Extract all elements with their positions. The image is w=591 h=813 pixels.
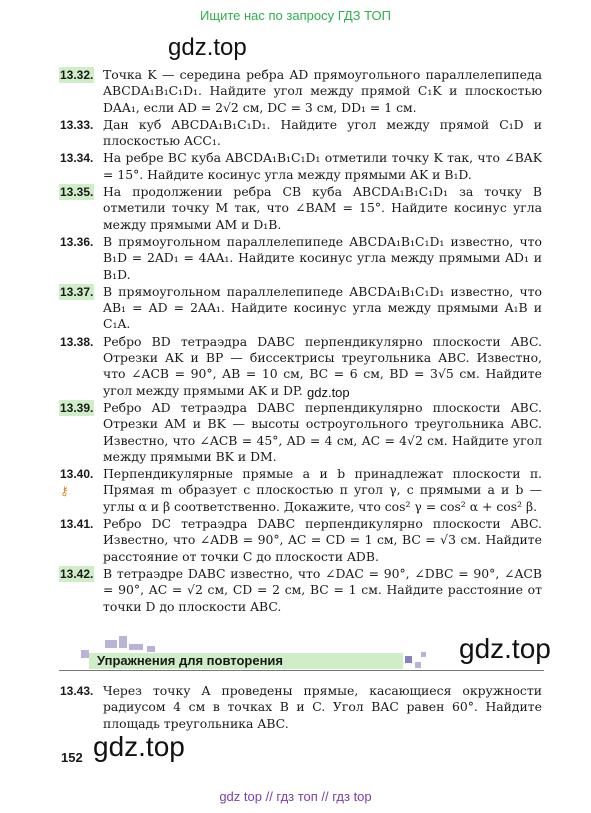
section-title: Упражнения для повторения (89, 653, 403, 669)
problem-number: 13.33. (60, 117, 94, 132)
problem-number: 13.36. (60, 234, 94, 249)
problem-item (59, 184, 542, 233)
problem-item (59, 117, 542, 150)
decor-block (105, 640, 117, 648)
problem-number: 13.35. (60, 185, 94, 200)
problem-number: 13.40. (60, 467, 94, 482)
watermark: gdz.top (459, 633, 551, 664)
problem-item (59, 683, 542, 732)
problem-text: Ребро AD тетраэдра DABC перпендикулярно плоскости ABC. Отрезки AM и BK — высоты остроугольного треугольника ABC. Известно, что ∠ACB = 45°, AD = 4 см, AC = 4√2 см. Найдите угол между прямыми BK и DM. (103, 399, 542, 464)
problem-text: Через точку A проведены прямые, касающиеся окружности радиусом 4 см в точках B и C. Угол BAC равен 60°. Найдите площадь треугольника ABC. (103, 683, 542, 731)
footer-links[interactable]: gdz top // гдз топ // гдз top (219, 789, 372, 804)
review-problem-list (59, 683, 542, 733)
problem-text: Ребро DC тетраэдра DABC перпендикулярно плоскости ABC. Известно, что ∠ADB = 90°, AC = CD = 1 см, BC = √3 см. Найдите расстояние от точки C до плоскости ADB. (103, 516, 542, 564)
problem-text: Точка K — середина ребра AD прямоугольного параллелепипеда ABCDA₁B₁C₁D₁. Найдите угол между прямой C₁K и плоскостью DAA₁, если AD = 2√2 см, DC = 3 см, DD₁ = 1 см. (103, 67, 542, 115)
key-icon: ⚷ (60, 484, 69, 499)
problem-item (59, 67, 542, 116)
problem-item (59, 400, 542, 465)
section-header (59, 636, 544, 676)
top-banner[interactable]: Ищите нас по запросу ГДЗ ТОП (200, 8, 391, 23)
decor-block (119, 636, 127, 648)
decor-block (129, 644, 143, 650)
decor-block (421, 652, 426, 657)
problem-item (59, 234, 542, 283)
problem-number: 13.34. (60, 151, 94, 166)
decor-block (405, 656, 412, 663)
section-divider (59, 670, 544, 671)
problem-item (59, 334, 542, 399)
watermark: gdz.top (93, 731, 185, 762)
page-number: 152 (61, 750, 83, 765)
problem-text: В тетраэдре DABC известно, что ∠DAC = 90°, ∠DBC = 90°, ∠ACB = 90°, AC = √2 см, CD = 2 см, BC = 1 см. Найдите расстояние от точки D до плоскости ABC. (103, 565, 542, 614)
problem-list (59, 67, 542, 616)
problem-item (59, 150, 542, 183)
decor-block (415, 662, 421, 668)
decor-block (147, 646, 155, 652)
decor-block (81, 650, 89, 658)
problem-item (59, 516, 542, 565)
problem-number: 13.41. (60, 517, 94, 532)
problem-number: 13.43. (60, 684, 94, 698)
problem-text: Перпендикулярные прямые a и b принадлежат плоскости π. Прямая m образует с плоскостью π угол γ, с прямыми a и b — углы α и β соответственно. Докажите, что cos² γ = cos² α + cos² β. (103, 466, 542, 514)
problem-number: 13.37. (60, 284, 94, 299)
watermark: gdz.top (307, 385, 350, 400)
problem-text: В прямоугольном параллелепипеде ABCDA₁B₁C₁D₁ известно, что B₁D = 2AD₁ = 4AA₁. Найдите косинус угла между прямыми AD₁ и B₁D. (103, 233, 542, 282)
problem-number: 13.42. (60, 566, 94, 581)
problem-text: Дан куб ABCDA₁B₁C₁D₁. Найдите угол между прямой C₁D и плоскостью ACC₁. (103, 116, 542, 149)
problem-text: На продолжении ребра CB куба ABCDA₁B₁C₁D₁ за точку B отметили точку M так, что ∠BAM = 15°. Найдите косинус угла между прямыми AM и D₁B. (103, 184, 542, 232)
problem-number: 13.32. (60, 68, 94, 82)
problem-number: 13.38. (60, 334, 94, 349)
problem-text: На ребре BC куба ABCDA₁B₁C₁D₁ отметили точку K так, что ∠BAK = 15°. Найдите косинус угла между прямыми AK и B₁D. (103, 150, 542, 182)
problem-text: В прямоугольном параллелепипеде ABCDA₁B₁C₁D₁ известно, что AB₁ = AD = 2AA₁. Найдите косинус угла между прямыми A₁B и C₁A. (103, 283, 542, 332)
problem-item (59, 566, 542, 615)
problem-number: 13.39. (60, 400, 94, 415)
watermark: gdz.top (168, 34, 247, 61)
problem-item (59, 466, 542, 515)
problem-item (59, 284, 542, 333)
problem-text: Ребро BD тетраэдра DABC перпендикулярно плоскости ABC. Отрезки AK и BP — биссектрисы треугольника ABC. Известно, что ∠ACB = 90°, AB = 10 см, BC = 6 см, BD = 3√5 см. Найдите угол между прямыми AK и DP. (103, 333, 542, 398)
